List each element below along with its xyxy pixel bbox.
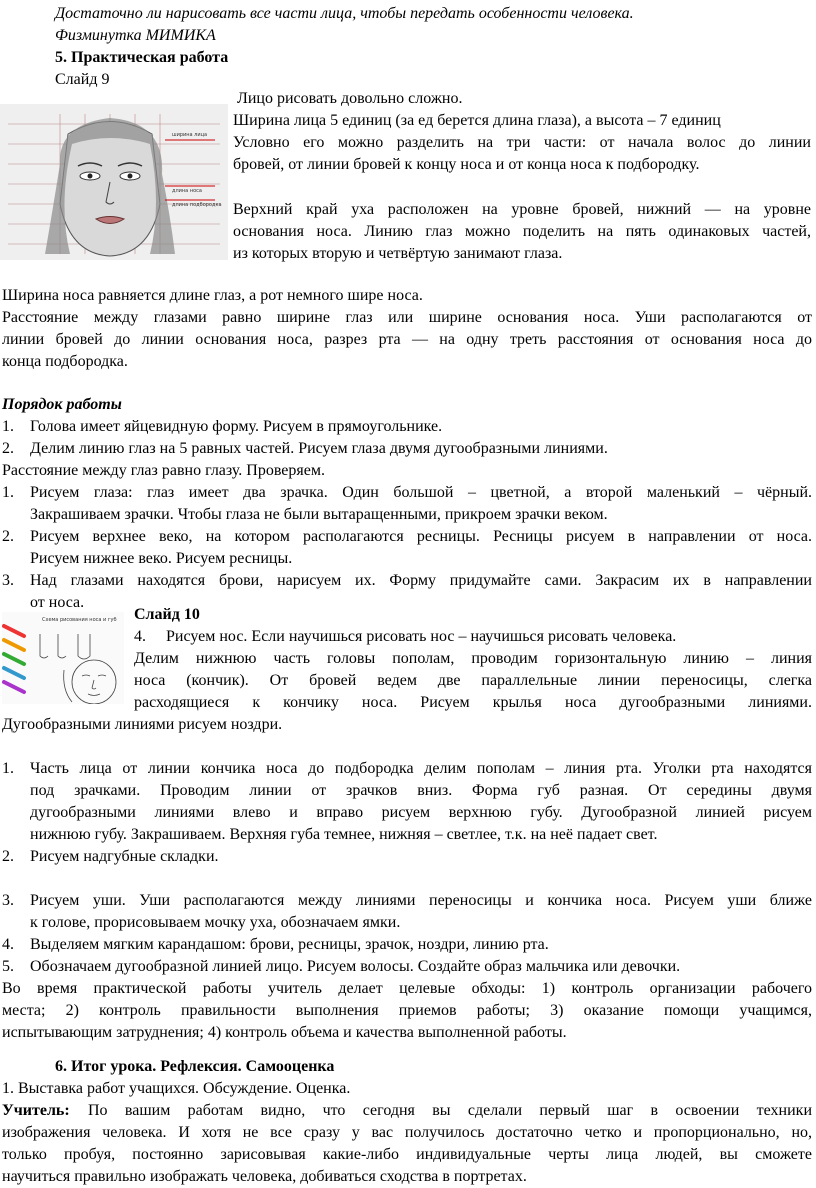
teacher-line-3: только пробуя, постоянно зарисовывая какие-либо индивидуальные черты лица людей, вы сможете <box>2 1146 812 1163</box>
section-6-title: 6. Итог урока. Рефлексия. Самооценка <box>55 1058 335 1075</box>
list3-3-number: 3. <box>2 892 14 909</box>
list3-3-line-1: Рисуем уши. Уши располагаются между линиями переносицы и кончика носа. Рисуем уши ближе <box>30 892 812 909</box>
para2-line-1: Во время практической работы учитель делает целевые обходы: 1) контроль организации рабочего <box>2 980 812 997</box>
order-b1-line-1: Рисуем глаза: глаз имеет два зрачка. Один большой – цветной, а второй маленький – чёрный. <box>30 484 812 501</box>
face-proportions-image <box>0 104 228 260</box>
header-fizminutka: Физминутка МИМИКА <box>55 27 216 44</box>
list3-4-text: Выделяем мягким карандашом: брови, ресницы, зрачок, ноздри, линию рта. <box>30 936 549 953</box>
para2-line-3: испытывающим затруднения; 4) контроль объема и качества выполненной работы. <box>2 1024 567 1041</box>
slide10-line-4: Дугообразными линиями рисуем ноздри. <box>2 716 283 733</box>
section-5-title: 5. Практическая работа <box>55 49 229 66</box>
slide9-line-3: Условно его можно разделить на три части: от начала волос до линии <box>233 134 811 151</box>
order-a2-text: Делим линию глаз на 5 равных частей. Рисуем глаза двумя дугообразными линиями. <box>30 440 608 457</box>
order-a1-text: Голова имеет яйцевидную форму. Рисуем в прямоугольнике. <box>30 418 443 435</box>
order-a1-number: 1. <box>2 418 14 435</box>
slide9-line-6: основания носа. Линию глаз можно поделить на пять одинаковых частей, <box>233 223 811 240</box>
slide-9-label: Слайд 9 <box>55 71 110 88</box>
order-b3-line-2: от носа. <box>30 594 85 611</box>
para1-line-2: Расстояние между глазами равно ширине глаз или ширине основания носа. Уши располагаются от <box>2 309 812 326</box>
header-question: Достаточно ли нарисовать все части лица, чтобы передать особенности человека. <box>55 5 634 22</box>
list2-2-number: 2. <box>2 848 14 865</box>
label-chin-length: длина подбородка <box>172 202 222 208</box>
section6-item-1: 1. Выставка работ учащихся. Обсуждение. Оценка. <box>2 1080 351 1097</box>
list2-1-number: 1. <box>2 760 14 777</box>
slide10-line-1: Делим нижнюю часть головы пополам, проводим горизонтальную линию – линия <box>134 650 812 667</box>
list2-1-line-4: нижнюю губу. Закрашиваем. Верхняя губа темнее, нижняя – светлее, т.к. на неё падает свет. <box>30 826 658 843</box>
order-b2-line-2: Рисуем нижнее веко. Рисуем ресницы. <box>30 550 293 567</box>
label-nose-length: длина носа <box>172 188 202 194</box>
slide10-line-2: носа (кончик). От бровей ведем две параллельные линии переносицы, слегка <box>134 672 812 689</box>
list3-5-text: Обозначаем дугообразной линией лицо. Рисуем волосы. Создайте образ мальчика или девочки. <box>30 958 681 975</box>
order-b3-number: 3. <box>2 572 14 589</box>
slide9-line-2: Ширина лица 5 единиц (за ед берется длина глаза), а высота – 7 единиц <box>233 112 721 129</box>
slide9-line-1: Лицо рисовать довольно сложно. <box>237 90 463 107</box>
slide9-line-5: Верхний край уха расположен на уровне бровей, нижний — на уровне <box>233 201 811 218</box>
slide10-line-3: расходящиеся к кончику носа. Рисуем крылья носа дугообразными линиями. <box>134 694 812 711</box>
list2-1-line-1: Часть лица от линии кончика носа до подбородка делим пополам – линия рта. Уголки рта находятся <box>30 760 812 777</box>
order-b2-number: 2. <box>2 528 14 545</box>
order-a2-number: 2. <box>2 440 14 457</box>
slide10-item4-text: Рисуем нос. Если научишься рисовать нос – научишься рисовать человека. <box>166 628 677 645</box>
list3-3-line-2: к голове, прорисовываем мочку уха, обозначаем ямки. <box>30 914 401 931</box>
list3-5-number: 5. <box>2 958 14 975</box>
teacher-line-1: По вашим работам видно, что сегодня вы сделали первый шаг в освоении техники <box>88 1102 812 1119</box>
order-b1-number: 1. <box>2 484 14 501</box>
order-b1-line-2: Закрашиваем зрачки. Чтобы глаза не были вытаращенными, прикроем зрачки веком. <box>30 506 608 523</box>
order-title: Порядок работы <box>2 396 122 413</box>
teacher-label: Учитель: <box>2 1102 70 1119</box>
order-between: Расстояние между глаз равно глазу. Проверяем. <box>2 462 325 479</box>
teacher-line-2: изображения человека. И хотя не все сразу у вас получилось достаточно четко и пропорционально, но, <box>2 1124 812 1141</box>
slide9-line-4: бровей, от линии бровей к концу носа и от конца носа к подбородку. <box>233 156 700 173</box>
nose-lips-scheme-image <box>2 612 124 704</box>
slide-10-label: Слайд 10 <box>134 606 200 623</box>
label-face-width: ширина лица <box>172 132 208 138</box>
para1-line-1: Ширина носа равняется длине глаз, а рот немного шире носа. <box>2 287 423 304</box>
order-b2-line-1: Рисуем верхнее веко, на котором располагаются ресницы. Ресницы рисуем в направлении от носа. <box>30 528 812 545</box>
teacher-line-4: научиться правильно изображать человека, добиваться сходства в портретах. <box>2 1168 527 1185</box>
para2-line-2: места; 2) контроль правильности выполнения приемов работы; 3) оказание помощи учащимся, <box>2 1002 812 1019</box>
para1-line-4: конца подбородка. <box>2 353 128 370</box>
order-b3-line-1: Над глазами находятся брови, нарисуем их. Форму придумайте сами. Закрасим их в направлении <box>30 572 812 589</box>
list2-1-line-3: дугообразными линиями влево и вправо рисуем верхнюю губу. Дугообразной линией рисуем <box>30 804 812 821</box>
slide10-item4-number: 4. <box>134 628 146 645</box>
para1-line-3: линии бровей до линии основания носа, разрез рта — на одну треть расстояния от основания носа до <box>2 331 812 348</box>
slide9-line-7: из которых вторую и четвёртую занимают глаза. <box>233 245 563 262</box>
scheme-caption: Схема рисования носа и губ <box>42 617 117 623</box>
list2-1-line-2: под зрачками. Проводим линии от зрачков вниз. Форма губ разная. От середины двумя <box>30 782 812 799</box>
list2-2-text: Рисуем надгубные складки. <box>30 848 219 865</box>
list3-4-number: 4. <box>2 936 14 953</box>
